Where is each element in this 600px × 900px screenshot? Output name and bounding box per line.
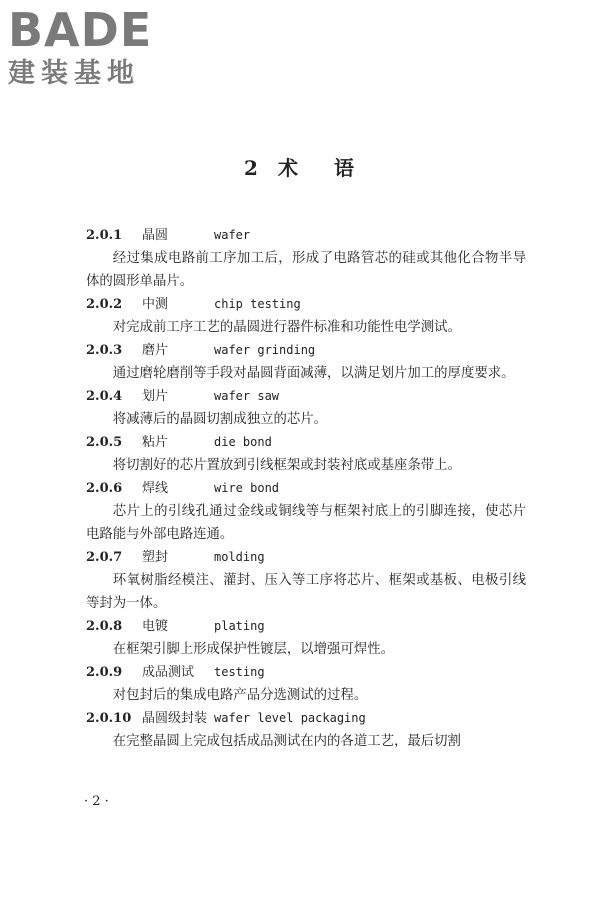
term-chinese: 粘片 [142,435,169,450]
term-number: 2.0.9 [86,665,123,680]
term-heading [86,661,526,684]
term-number: 2.0.7 [86,550,123,565]
term-chinese: 中测 [142,297,169,312]
term-heading [86,477,526,500]
term-heading [86,431,526,454]
term-definition: 在完整晶圆上完成包括成品测试在内的各道工艺，最后切割 [112,734,461,749]
term-heading [86,707,526,730]
term-entry [86,546,526,615]
term-entry [86,293,526,339]
term-heading [86,615,526,638]
term-number: 2.0.6 [86,481,123,496]
term-number: 2.0.4 [86,389,123,404]
logo-wordmark: BADE [8,3,153,57]
term-heading [86,339,526,362]
term-entry [86,385,526,431]
logo [8,4,152,90]
term-chinese: 塑封 [142,550,169,565]
chapter-title-part2: 语 [333,156,356,180]
term-english: molding [214,550,265,564]
term-chinese: 焊线 [142,481,169,496]
term-heading [86,385,526,408]
term-heading [86,293,526,316]
chapter-number: 2 [244,156,260,180]
term-definition: 通过磨轮磨削等手段对晶圆背面减薄，以满足划片加工的厚度要求。 [112,366,515,381]
logo-subtitle: 建装基地 [8,58,140,89]
term-entry [86,615,526,661]
term-english: testing [214,665,265,679]
term-definition: 环氧树脂经模注、灌封、压入等工序将芯片、框架或基板、电极引线等封为一体。 [86,573,526,611]
term-english: wafer level packaging [214,711,366,725]
term-definition: 对完成前工序工艺的晶圆进行器件标准和功能性电学测试。 [112,320,461,335]
term-entry [86,661,526,707]
term-chinese: 电镀 [142,619,169,634]
term-definition: 对包封后的集成电路产品分选测试的过程。 [112,688,368,703]
term-english: wafer grinding [214,343,316,357]
term-definition: 将切割好的芯片置放到引线框架或封装衬底或基座条带上。 [112,458,461,473]
term-entry [86,339,526,385]
term-entry [86,431,526,477]
term-number: 2.0.1 [86,228,123,243]
term-english: wafer [214,228,251,242]
term-english: wire bond [214,481,280,495]
term-entry [86,224,526,293]
page-number: · 2 · [84,794,109,809]
term-number: 2.0.10 [86,711,132,726]
term-definition: 经过集成电路前工序加工后，形成了电路管芯的硅或其他化合物半导体的圆形单晶片。 [86,251,526,289]
term-entry [86,707,526,753]
term-entry [86,477,526,546]
term-english: die bond [214,435,272,449]
term-chinese: 成品测试 [142,665,195,680]
term-number: 2.0.5 [86,435,123,450]
term-english: wafer saw [214,389,280,403]
term-number: 2.0.2 [86,297,123,312]
term-chinese: 划片 [142,389,169,404]
term-english: chip testing [214,297,301,311]
term-definition: 在框架引脚上形成保护性镀层，以增强可焊性。 [112,642,394,657]
term-english: plating [214,619,265,633]
term-chinese: 晶圆级封装 [142,711,208,726]
term-number: 2.0.8 [86,619,123,634]
term-heading [86,546,526,569]
term-definition: 将减薄后的晶圆切割成独立的芯片。 [112,412,328,427]
term-number: 2.0.3 [86,343,123,358]
term-chinese: 磨片 [142,343,169,358]
term-definition: 芯片上的引线孔通过金线或铜线等与框架衬底上的引脚连接，使芯片电路能与外部电路连通。 [86,504,526,542]
term-heading [86,224,526,247]
term-chinese: 晶圆 [142,228,169,243]
term-list [86,224,526,753]
chapter-title-part1: 术 [277,156,300,180]
chapter-title [0,152,600,181]
